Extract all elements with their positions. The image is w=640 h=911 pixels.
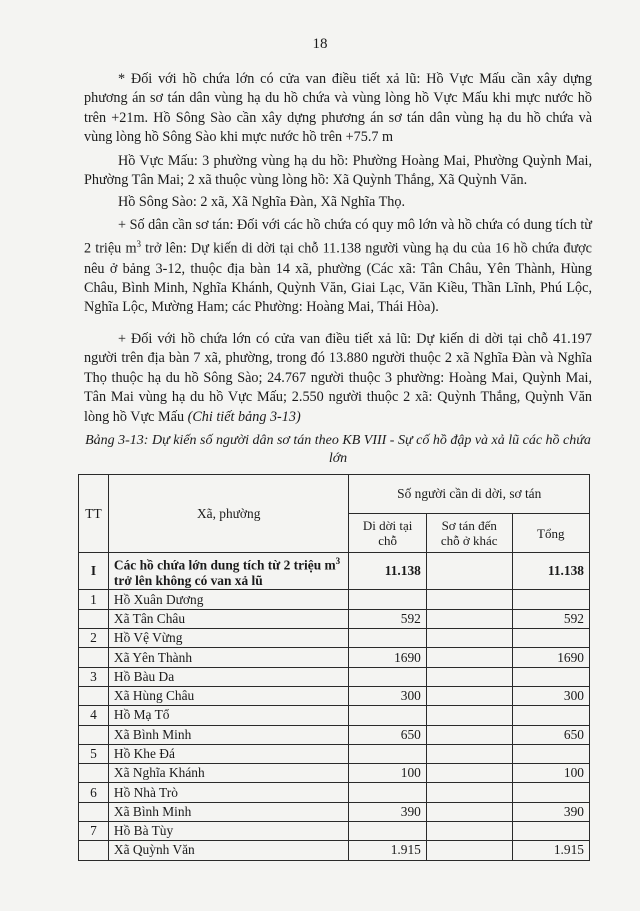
row-tt: 7 (79, 822, 109, 841)
paragraph-text: trở lên: Dự kiến di dời tại chỗ 11.138 người vùng hạ du của 16 hồ chứa được nêu ở bảng 3-12, thuộc địa bàn 14 xã, phường (Các xã: Tân Châu, Yên Thành, Hùng Châu, Bình Minh, Nghĩa Khánh, Quỳnh Văn, Giai Lạc, Văn Kiều, Thần Lĩnh, Phú Lộc, Nghĩa Lộc, Mường Ham; các Phường: Hoàng Mai, Thái Hòa). (84, 241, 592, 316)
table-caption: Bảng 3-13: Dự kiến số người dân sơ tán theo KB VIII - Sự cố hồ đập và xả lũ các hồ chứa lớn (85, 433, 591, 466)
paragraph-evacuation-count (84, 216, 592, 318)
row-relocate: 100 (349, 764, 426, 783)
header-group: Số người cần di dời, sơ tán (349, 475, 590, 514)
paragraph-text: * Đối với hồ chứa lớn có cửa van điều tiết xả lũ: Hồ Vực Mấu cần xây dựng phương án sơ tán dân vùng hạ du hồ chứa và vùng lòng hồ Vực Mấu khi mực nước hồ trên +21m. Hồ Sông Sào cần xây dựng phương án sơ tán dân vùng hạ du hồ chứa và vùng lòng hồ Sông Sào khi mực nước hồ trên +75.7 m (84, 71, 592, 146)
row-evacuate (426, 822, 512, 841)
section-name: Các hồ chứa lớn dung tích từ 2 triệu $m^3$ trở lên không có van xả lũ (108, 553, 349, 590)
superscript: 3 (136, 239, 141, 250)
row-tt: 2 (79, 629, 109, 648)
header-tt: TT (79, 475, 109, 553)
row-evacuate (426, 706, 512, 725)
header-total: Tổng (512, 514, 589, 553)
paragraph-gated-lakes-evacuation (84, 330, 592, 427)
section-evacuate (426, 553, 512, 590)
row-evacuate (426, 783, 512, 802)
row-total: 390 (512, 802, 589, 821)
paragraph-text: + Đối với hồ chứa lớn có cửa van điều tiết xả lũ: Dự kiến di dời tại chỗ 41.197 người trên địa bàn 7 xã, phường, trong đó 13.880 người thuộc 2 xã Nghĩa Đàn và Nghĩa Thọ thuộc hạ du hồ Sông Sào; 24.767 người thuộc 3 phường: Hoàng Mai, Quỳnh Mai, Tân Mai vùng hạ du hồ Vực Mấu; 2.550 người thuộc 2 xã: Quỳnh Thắng, Quỳnh Văn lòng hồ Vực Mấu (84, 331, 592, 425)
table-row (79, 590, 590, 609)
table-row (79, 841, 590, 860)
row-tt (79, 648, 109, 667)
row-name: Hồ Mạ Tổ (108, 706, 349, 725)
table-row (79, 609, 590, 628)
section-total: 11.138 (512, 553, 589, 590)
row-tt: 4 (79, 706, 109, 725)
row-name: Hồ Bà Tùy (108, 822, 349, 841)
header-evacuate-elsewhere: Sơ tán đến chỗ ở khác (426, 514, 512, 553)
row-relocate (349, 744, 426, 763)
section-relocate: 11.138 (349, 553, 426, 590)
row-total (512, 822, 589, 841)
row-tt (79, 841, 109, 860)
row-name: Hồ Nhà Trò (108, 783, 349, 802)
row-tt (79, 686, 109, 705)
row-relocate: 650 (349, 725, 426, 744)
table-row (79, 802, 590, 821)
row-relocate: 592 (349, 609, 426, 628)
section-tt: I (79, 553, 109, 590)
row-tt: 6 (79, 783, 109, 802)
row-total (512, 590, 589, 609)
row-name: Xã Yên Thành (108, 648, 349, 667)
row-tt: 1 (79, 590, 109, 609)
row-name: Xã Hùng Châu (108, 686, 349, 705)
table-row (79, 667, 590, 686)
table-row (79, 744, 590, 763)
row-evacuate (426, 725, 512, 744)
table-row (79, 764, 590, 783)
row-total (512, 667, 589, 686)
row-tt (79, 725, 109, 744)
row-name: Hồ Khe Đá (108, 744, 349, 763)
header-commune: Xã, phường (108, 475, 349, 553)
row-total (512, 783, 589, 802)
table-row (79, 648, 590, 667)
row-relocate (349, 629, 426, 648)
row-total: 650 (512, 725, 589, 744)
row-evacuate (426, 609, 512, 628)
row-name: Hồ Xuân Dương (108, 590, 349, 609)
row-total (512, 744, 589, 763)
row-relocate (349, 706, 426, 725)
row-name: Xã Quỳnh Văn (108, 841, 349, 860)
row-total (512, 706, 589, 725)
row-relocate (349, 822, 426, 841)
row-evacuate (426, 686, 512, 705)
row-name: Xã Bình Minh (108, 802, 349, 821)
row-total: 300 (512, 686, 589, 705)
row-tt (79, 802, 109, 821)
row-relocate: 1690 (349, 648, 426, 667)
row-tt (79, 764, 109, 783)
row-evacuate (426, 590, 512, 609)
page-number: 18 (312, 36, 328, 52)
row-name: Xã Nghĩa Khánh (108, 764, 349, 783)
row-tt (79, 609, 109, 628)
row-total (512, 629, 589, 648)
table-row (79, 706, 590, 725)
header-relocate-in-place: Di dời tại chỗ (349, 514, 426, 553)
table-row (79, 822, 590, 841)
row-total: 1.915 (512, 841, 589, 860)
table-section-row (79, 553, 590, 590)
row-total: 100 (512, 764, 589, 783)
table-row (79, 783, 590, 802)
table-row (79, 629, 590, 648)
evacuation-table (78, 474, 590, 861)
row-relocate (349, 590, 426, 609)
row-tt: 5 (79, 744, 109, 763)
paragraph-text: Hồ Vực Mấu: 3 phường vùng hạ du hồ: Phường Hoàng Mai, Phường Quỳnh Mai, Phường Tân Mai; 2 xã thuộc vùng lòng hồ: Xã Quỳnh Thắng, Xã Quỳnh Văn. (84, 153, 592, 189)
row-relocate (349, 783, 426, 802)
row-name: Xã Bình Minh (108, 725, 349, 744)
row-relocate: 1.915 (349, 841, 426, 860)
row-name: Hồ Vệ Vừng (108, 629, 349, 648)
row-evacuate (426, 667, 512, 686)
paragraph-text: + Số dân cần sơ tán: Đối với các hồ chứa có quy mô lớn và hồ chứa có dung tích từ 2 triệu m (84, 217, 592, 258)
row-evacuate (426, 629, 512, 648)
row-total: 1690 (512, 648, 589, 667)
table-reference: (Chi tiết bảng 3-13) (187, 408, 301, 425)
paragraph-text: Hồ Sông Sào: 2 xã, Xã Nghĩa Đàn, Xã Nghĩa Thọ. (118, 194, 405, 210)
row-name: Xã Tân Châu (108, 609, 349, 628)
paragraph-song-sao (84, 193, 592, 212)
row-evacuate (426, 802, 512, 821)
paragraph-vuc-mau (84, 152, 592, 191)
row-relocate: 300 (349, 686, 426, 705)
row-total: 592 (512, 609, 589, 628)
row-relocate (349, 667, 426, 686)
table-row (79, 686, 590, 705)
table-row (79, 725, 590, 744)
row-evacuate (426, 841, 512, 860)
row-tt: 3 (79, 667, 109, 686)
paragraph-flood-gate-lakes (84, 70, 592, 148)
row-evacuate (426, 744, 512, 763)
row-relocate: 390 (349, 802, 426, 821)
row-name: Hồ Bàu Da (108, 667, 349, 686)
row-evacuate (426, 764, 512, 783)
row-evacuate (426, 648, 512, 667)
